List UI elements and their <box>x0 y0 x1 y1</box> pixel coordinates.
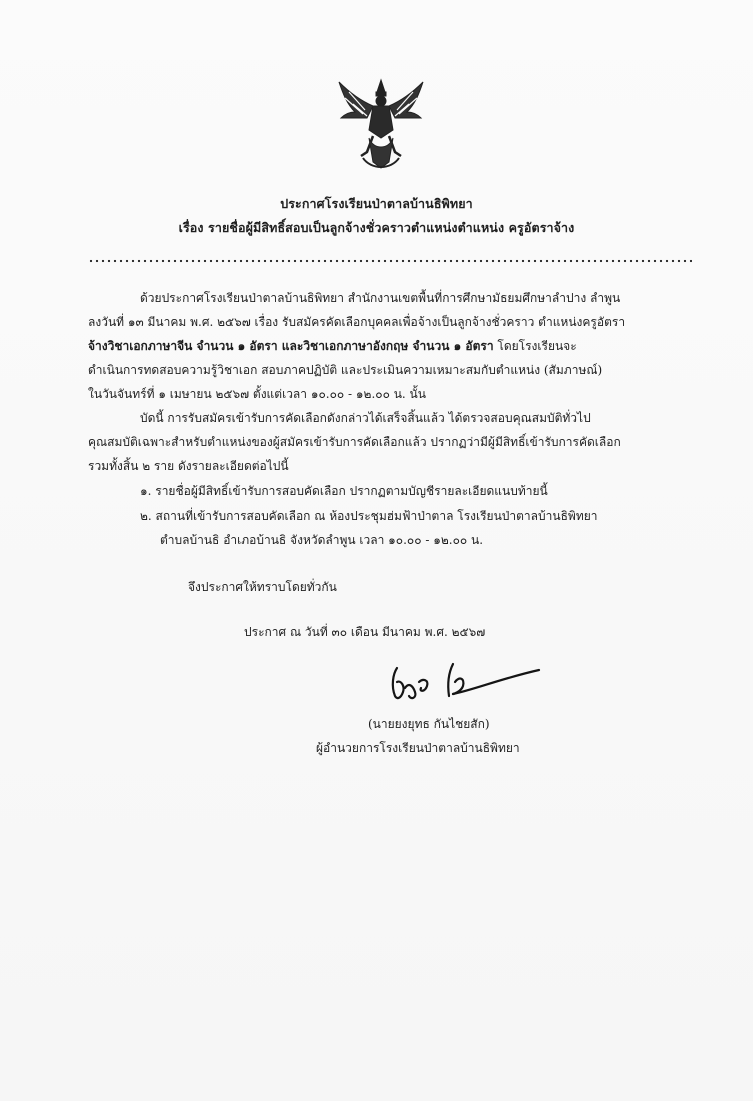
paragraph-1-line-3 <box>88 339 577 353</box>
dotted-divider <box>88 258 692 264</box>
paragraph-1-line-3-rest: โดยโรงเรียนจะ <box>493 339 577 353</box>
paragraph-1-line-5: ในวันจันทร์ที่ ๑ เมษายน ๒๕๖๗ ตั้งแต่เวลา ๑๐.๐๐ - ๑๒.๐๐ น. นั้น <box>88 387 426 401</box>
signature-image <box>383 652 543 708</box>
paragraph-1-line-2: ลงวันที่ ๑๓ มีนาคม พ.ศ. ๒๕๖๗ เรื่อง รับสมัครคัดเลือกบุคคลเพื่อจ้างเป็นลูกจ้างชั่วคราว ตำแหน่งครูอัตรา <box>88 315 626 329</box>
paragraph-2-line-2: คุณสมบัติเฉพาะสำหรับตำแหน่งของผู้สมัครเข้ารับการคัดเลือกแล้ว ปรากฏว่ามีผู้มีสิทธิ์เข้ารับการคัดเลือก <box>88 435 621 449</box>
signer-name: (นายยงยุทธ กันไชยสัก) <box>368 717 490 731</box>
paragraph-2-line-1: บัดนี้ การรับสมัครเข้ารับการคัดเลือกดังกล่าวได้เสร็จสิ้นแล้ว ได้ตรวจสอบคุณสมบัติทั่วไป <box>140 411 591 425</box>
announcement-subject: เรื่อง รายชื่อผู้มีสิทธิ์สอบเป็นลูกจ้างชั่วคราวตำแหน่งตำแหน่ง ครูอัตราจ้าง <box>178 220 575 235</box>
paragraph-1-line-4: ดำเนินการทดสอบความรู้วิชาเอก สอบภาคปฏิบัติ และประเมินความเหมาะสมกับตำแหน่ง (สัมภาษณ์) <box>88 363 603 377</box>
announcement-title: ประกาศโรงเรียนป่าตาลบ้านธิพิทยา <box>280 196 473 211</box>
paragraph-1-line-1: ด้วยประกาศโรงเรียนป่าตาลบ้านธิพิทยา สำนักงานเขตพื้นที่การศึกษามัธยมศึกษาลำปาง ลำพูน <box>140 291 621 305</box>
list-item-1: ๑. รายชื่อผู้มีสิทธิ์เข้ารับการสอบคัดเลือก ปรากฏตามบัญชีรายละเอียดแนบท้ายนี้ <box>140 484 548 498</box>
paragraph-2-line-3: รวมทั้งสิ้น ๒ ราย ดังรายละเอียดต่อไปนี้ <box>88 459 289 473</box>
position-detail-bold: จ้างวิชาเอกภาษาจีน จำนวน ๑ อัตรา และวิชาเอกภาษาอังกฤษ จำนวน ๑ อัตรา <box>88 339 494 353</box>
signer-position: ผู้อำนวยการโรงเรียนป่าตาลบ้านธิพิทยา <box>316 741 520 755</box>
closing-notice: จึงประกาศให้ทราบโดยทั่วกัน <box>188 580 337 594</box>
announcement-date: ประกาศ ณ วันที่ ๓๐ เดือน มีนาคม พ.ศ. ๒๕๖๗ <box>244 625 486 639</box>
list-item-2-line-2: ตำบลบ้านธิ อำเภอบ้านธิ จังหวัดลำพูน เวลา ๑๐.๐๐ - ๑๒.๐๐ น. <box>160 533 484 547</box>
garuda-emblem-icon <box>333 78 429 174</box>
list-item-2-line-1: ๒. สถานที่เข้ารับการสอบคัดเลือก ณ ห้องประชุมฮ่มฟ้าป่าตาล โรงเรียนป่าตาลบ้านธิพิทยา <box>140 509 598 523</box>
